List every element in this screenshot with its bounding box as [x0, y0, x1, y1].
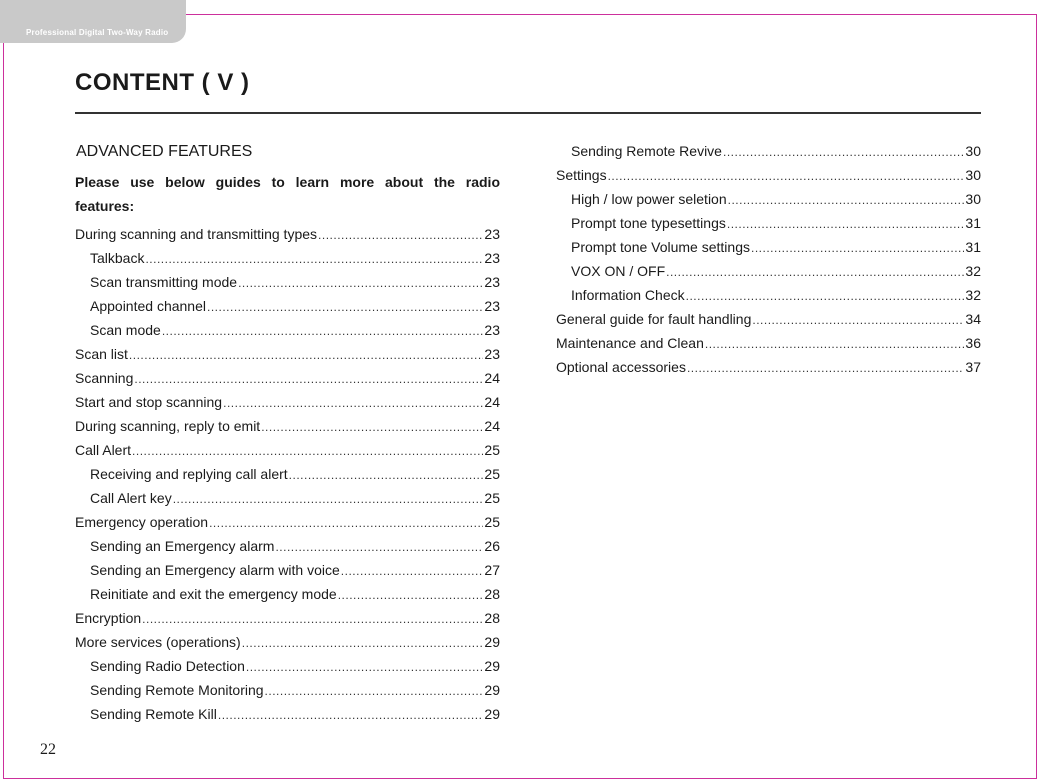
toc-entry-title: Talkback: [90, 250, 145, 266]
toc-entry-page: 23: [484, 274, 500, 290]
toc-dot-leader: [705, 332, 965, 356]
toc-entry-page: 28: [484, 586, 500, 602]
toc-entry-title: VOX ON / OFF: [571, 263, 666, 279]
toc-entry-title: Sending Remote Kill: [90, 706, 217, 722]
toc-entry-title: High / low power seletion: [571, 191, 727, 207]
header-tab: [0, 0, 186, 43]
toc-dot-leader: [134, 367, 483, 391]
toc-entry-title: Sending Radio Detection: [90, 658, 245, 674]
header-tab-text: Professional Digital Two-Way Radio: [26, 28, 169, 37]
title-divider: [75, 112, 981, 114]
toc-dot-leader: [242, 631, 484, 655]
toc-entry-title: Optional accessories: [556, 359, 686, 375]
toc-entry[interactable]: [75, 654, 500, 678]
toc-dot-leader: [341, 559, 484, 583]
toc-entry[interactable]: [75, 630, 500, 654]
toc-entry-title: Sending an Emergency alarm with voice: [90, 562, 340, 578]
toc-entry[interactable]: [556, 283, 981, 307]
toc-entry-title: Scan transmitting mode: [90, 274, 238, 290]
toc-entry[interactable]: [75, 702, 500, 726]
toc-entry[interactable]: [75, 462, 500, 486]
toc-dot-leader: [728, 188, 965, 212]
toc-entry[interactable]: [556, 187, 981, 211]
toc-entry-title: Emergency operation: [75, 514, 209, 530]
toc-entry[interactable]: [75, 486, 500, 510]
page-number: 22: [40, 741, 56, 758]
toc-entry[interactable]: [75, 606, 500, 630]
toc-entry-title: General guide for fault handling: [556, 311, 752, 327]
toc-entry-page: 30: [965, 191, 981, 207]
toc-entry-page: 31: [965, 215, 981, 231]
toc-dot-leader: [289, 463, 484, 487]
toc-entry-page: 23: [484, 346, 500, 362]
toc-dot-leader: [173, 487, 484, 511]
toc-entry[interactable]: [556, 139, 981, 163]
toc-entry-page: 29: [484, 706, 500, 722]
toc-dot-leader: [687, 356, 964, 380]
toc-entry-title: Scanning: [75, 370, 134, 386]
toc-dot-leader: [129, 343, 484, 367]
toc-dot-leader: [238, 271, 483, 295]
toc-entry-title: Sending Remote Monitoring: [90, 682, 264, 698]
toc-entry-page: 29: [484, 682, 500, 698]
toc-entry-title: More services (operations): [75, 634, 241, 650]
toc-entry[interactable]: [75, 678, 500, 702]
toc-right-column: [556, 139, 981, 379]
toc-entry[interactable]: [556, 307, 981, 331]
toc-entry-page: 34: [965, 311, 981, 327]
toc-dot-leader: [751, 236, 964, 260]
toc-entry[interactable]: [75, 318, 500, 342]
toc-entry-page: 28: [484, 610, 500, 626]
toc-dot-leader: [265, 679, 484, 703]
toc-entry-title: Receiving and replying call alert: [90, 466, 288, 482]
toc-dot-leader: [142, 607, 483, 631]
toc-dot-leader: [275, 535, 483, 559]
toc-entry[interactable]: [75, 510, 500, 534]
toc-dot-leader: [132, 439, 483, 463]
toc-dot-leader: [261, 415, 483, 439]
toc-entry-page: 23: [484, 226, 500, 242]
toc-dot-leader: [686, 284, 965, 308]
toc-dot-leader: [318, 223, 483, 247]
toc-dot-leader: [218, 703, 484, 727]
toc-entry[interactable]: [75, 342, 500, 366]
toc-entry-title: Encryption: [75, 610, 142, 626]
toc-dot-leader: [246, 655, 484, 679]
toc-entry-page: 26: [484, 538, 500, 554]
toc-entry-page: 24: [484, 418, 500, 434]
toc-entry-title: Maintenance and Clean: [556, 335, 704, 351]
toc-dot-leader: [209, 511, 483, 535]
toc-dot-leader: [752, 308, 964, 332]
toc-entry-page: 27: [484, 562, 500, 578]
toc-entry-title: Scan mode: [90, 322, 161, 338]
toc-entry[interactable]: [75, 246, 500, 270]
toc-entry[interactable]: [75, 222, 500, 246]
toc-entry-page: 29: [484, 658, 500, 674]
toc-entry-page: 24: [484, 370, 500, 386]
page-title: CONTENT ( V ): [75, 69, 250, 96]
toc-entry-title: Information Check: [571, 287, 685, 303]
toc-entry[interactable]: [75, 294, 500, 318]
toc-entry-title: Scan list: [75, 346, 128, 362]
toc-entry-title: Call Alert key: [90, 490, 172, 506]
toc-entry-title: Settings: [556, 167, 607, 183]
toc-entry-title: Sending an Emergency alarm: [90, 538, 275, 554]
toc-entry[interactable]: [556, 331, 981, 355]
toc-entry[interactable]: [75, 438, 500, 462]
toc-entry[interactable]: [75, 390, 500, 414]
toc-entry-title: Prompt tone Volume settings: [571, 239, 750, 255]
toc-entry-title: Call Alert: [75, 442, 132, 458]
toc-entry-page: 30: [965, 143, 981, 159]
toc-dot-leader: [666, 260, 964, 284]
toc-entry-title: Prompt tone typesettings: [571, 215, 726, 231]
toc-entry[interactable]: [75, 414, 500, 438]
toc-dot-leader: [223, 391, 483, 415]
toc-dot-leader: [145, 247, 483, 271]
toc-entry[interactable]: [75, 558, 500, 582]
toc-entry-title: During scanning and transmitting types: [75, 226, 318, 242]
toc-entry-page: 23: [484, 322, 500, 338]
toc-entry-title: Reinitiate and exit the emergency mode: [90, 586, 337, 602]
toc-entry-page: 32: [965, 263, 981, 279]
section-intro: Please use below guides to learn more about the radio features:: [75, 174, 500, 214]
toc-entry-page: 36: [965, 335, 981, 351]
toc-entry-title: During scanning, reply to emit: [75, 418, 261, 434]
toc-dot-leader: [162, 319, 484, 343]
toc-entry-page: 29: [484, 634, 500, 650]
toc-entry[interactable]: [556, 235, 981, 259]
toc-entry[interactable]: [556, 259, 981, 283]
toc-entry[interactable]: [75, 534, 500, 558]
toc-dot-leader: [207, 295, 483, 319]
toc-entry-page: 23: [484, 250, 500, 266]
toc-dot-leader: [608, 164, 965, 188]
toc-entry-page: 23: [484, 298, 500, 314]
toc-entry-title: Appointed channel: [90, 298, 206, 314]
toc-entry-title: Sending Remote Revive: [571, 143, 722, 159]
toc-entry[interactable]: [556, 355, 981, 379]
toc-entry-page: 31: [965, 239, 981, 255]
toc-entry-page: 30: [965, 167, 981, 183]
toc-dot-leader: [723, 140, 964, 164]
toc-entry[interactable]: [75, 366, 500, 390]
toc-entry-page: 32: [965, 287, 981, 303]
toc-dot-leader: [727, 212, 965, 236]
toc-entry[interactable]: [75, 270, 500, 294]
toc-entry-page: 37: [965, 359, 981, 375]
toc-dot-leader: [338, 583, 484, 607]
toc-entry-page: 25: [484, 514, 500, 530]
toc-entry-page: 25: [484, 490, 500, 506]
toc-entry-title: Start and stop scanning: [75, 394, 223, 410]
toc-left-column: [75, 222, 500, 726]
toc-entry-page: 25: [484, 442, 500, 458]
section-title: ADVANCED FEATURES: [76, 143, 253, 160]
toc-entry[interactable]: [556, 211, 981, 235]
toc-entry-page: 24: [484, 394, 500, 410]
toc-entry-page: 25: [484, 466, 500, 482]
toc-entry[interactable]: [556, 163, 981, 187]
toc-entry[interactable]: [75, 582, 500, 606]
